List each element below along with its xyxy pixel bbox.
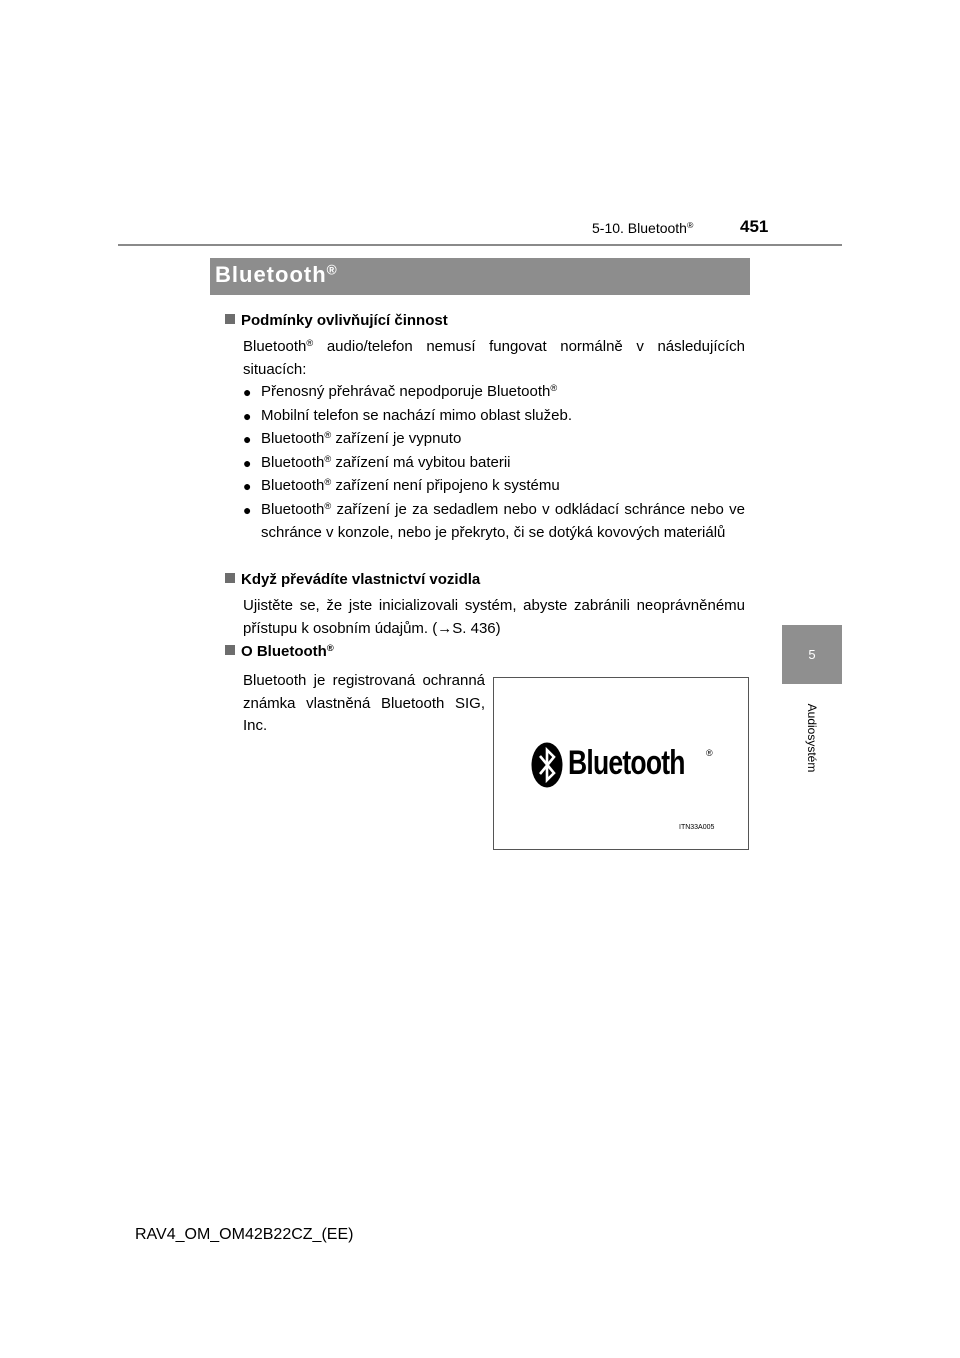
chapter-number: 5 xyxy=(808,647,816,662)
square-bullet-icon xyxy=(225,645,235,655)
list-item: ● Bluetooth® zařízení má vybitou baterii xyxy=(261,452,745,475)
bluetooth-rune-icon xyxy=(531,742,563,788)
square-bullet-icon xyxy=(225,573,235,583)
chapter-label: Audiosystém xyxy=(805,703,819,773)
list-item: ● Bluetooth® zařízení není připojeno k systému xyxy=(261,475,745,498)
document-code: RAV4_OM_OM42B22CZ_(EE) xyxy=(135,1226,354,1243)
section-heading-about: O Bluetooth® xyxy=(225,643,334,660)
running-header-section: 5-10. Bluetooth® xyxy=(592,220,694,236)
list-item: ● Bluetooth® zařízení je vypnuto xyxy=(261,428,745,451)
list-item: ● Přenosný přehrávač nepodporuje Bluetooth® xyxy=(261,381,745,404)
square-bullet-icon xyxy=(225,314,235,324)
section-heading-ownership: Když převádíte vlastnictví vozidla xyxy=(225,571,480,588)
bluetooth-logo-wordmark: Bluetooth xyxy=(568,744,685,782)
section-about-paragraph: Bluetooth je registrovaná ochranná známka vlastněná Bluetooth SIG, Inc. xyxy=(243,672,485,734)
page-title-bar xyxy=(210,258,750,295)
page-title: Bluetooth® xyxy=(215,262,338,287)
circle-bullet-icon: ● xyxy=(243,455,252,471)
figure-id: ITN33A005 xyxy=(679,824,715,831)
chapter-tab xyxy=(782,625,842,684)
logo-registered-mark: ® xyxy=(706,748,713,758)
bluetooth-logo-figure xyxy=(493,677,749,850)
list-item: ● Mobilní telefon se nachází mimo oblast služeb. xyxy=(261,405,745,428)
header-rule xyxy=(118,244,842,246)
section-heading-conditions: Podmínky ovlivňující činnost xyxy=(225,312,448,329)
section-ownership-paragraph: Ujistěte se, že jste inicializovali systém, abyste zabránili neoprávněnému přístupu k osobním údajům. (→S. 436) xyxy=(243,597,745,637)
circle-bullet-icon: ● xyxy=(243,384,252,400)
page-number: 451 xyxy=(740,217,769,236)
section-intro-paragraph: Bluetooth® audio/telefon nemusí fungovat normálně v následujících situacích: xyxy=(243,337,745,378)
circle-bullet-icon: ● xyxy=(243,431,252,447)
circle-bullet-icon: ● xyxy=(243,408,252,424)
list-item: ● Bluetooth® zařízení je za sedadlem nebo v odkládací schránce nebo ve schránce v konzole, nebo je překryto, či se dotýká kovových materiálů xyxy=(243,500,745,541)
circle-bullet-icon: ● xyxy=(243,502,252,518)
circle-bullet-icon: ● xyxy=(243,478,252,494)
